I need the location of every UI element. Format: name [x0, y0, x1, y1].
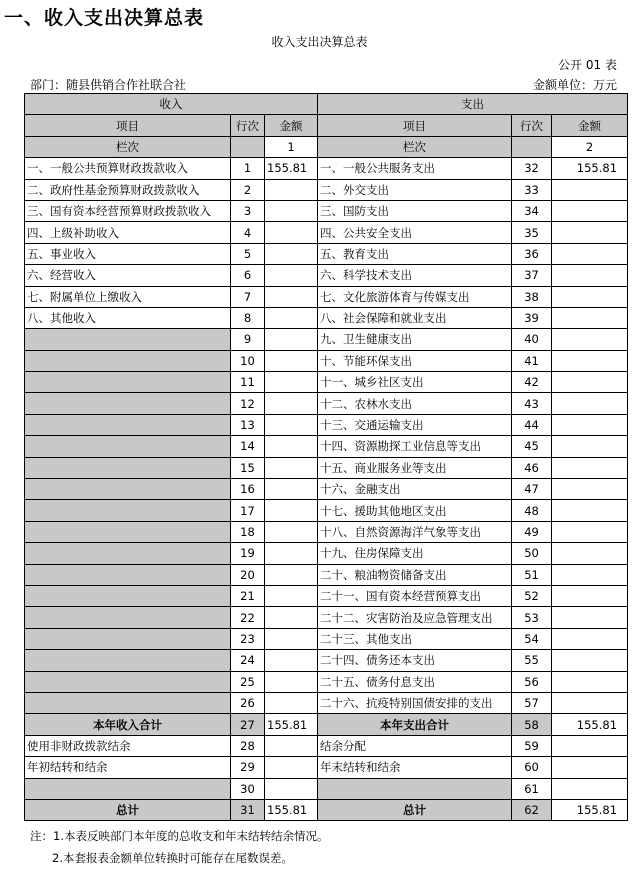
income-item [25, 778, 231, 799]
expense-item: 五、教育支出 [318, 243, 512, 264]
expense-amount [552, 243, 628, 264]
table-row [25, 243, 628, 264]
income-row-number: 8 [231, 307, 265, 328]
expense-row-number: 42 [512, 372, 552, 393]
expense-row-number: 34 [512, 200, 552, 221]
income-row-number: 12 [231, 393, 265, 414]
expense-row-number: 41 [512, 350, 552, 371]
income-row-number: 4 [231, 222, 265, 243]
income-item [25, 372, 231, 393]
expense-item: 十八、自然资源海洋气象等支出 [318, 521, 512, 542]
expense-amount [552, 692, 628, 713]
income-row-number: 2 [231, 179, 265, 200]
expense-row-number: 36 [512, 243, 552, 264]
expense-item: 十二、农林水支出 [318, 393, 512, 414]
department-label: 部门：随县供销合作社联合社 [30, 78, 187, 92]
income-item [25, 564, 231, 585]
income-item: 三、国有资本经营预算财政拨款收入 [25, 200, 231, 221]
income-amount [265, 179, 318, 200]
note-1: 注：1.本表反映部门本年度的总收支和年末结转结余情况。 [30, 829, 329, 843]
income-row-number: 6 [231, 265, 265, 286]
income-amount [265, 479, 318, 500]
income-total-amount: 155.81 [265, 799, 318, 820]
expense-row-number: 50 [512, 543, 552, 564]
table-row [25, 692, 628, 713]
income-row-number: 20 [231, 564, 265, 585]
expense-total-amount: 155.81 [552, 799, 628, 820]
expense-row-number: 60 [512, 757, 552, 778]
income-amount [265, 457, 318, 478]
expense-item: 十六、金融支出 [318, 479, 512, 500]
income-item [25, 500, 231, 521]
income-item [25, 393, 231, 414]
expense-item: 年末结转和结余 [318, 757, 512, 778]
expense-item: 一、一般公共服务支出 [318, 158, 512, 179]
income-item [25, 671, 231, 692]
expense-amount [552, 200, 628, 221]
column-number-row [25, 136, 628, 157]
income-row-number: 15 [231, 457, 265, 478]
expense-row-number: 59 [512, 735, 552, 756]
summary-table [24, 93, 628, 821]
expense-amount [552, 757, 628, 778]
income-amount [265, 564, 318, 585]
expense-amount [552, 286, 628, 307]
table-row [25, 521, 628, 542]
income-item [25, 479, 231, 500]
income-amount [265, 692, 318, 713]
expense-item: 结余分配 [318, 735, 512, 756]
expense-row-number: 51 [512, 564, 552, 585]
expense-amount [552, 479, 628, 500]
income-item: 年初结转和结余 [25, 757, 231, 778]
expense-row-number: 37 [512, 265, 552, 286]
table-row [25, 564, 628, 585]
income-amount: 155.81 [265, 158, 318, 179]
income-row-number: 7 [231, 286, 265, 307]
table-row [25, 671, 628, 692]
income-item [25, 350, 231, 371]
expense-amount [552, 350, 628, 371]
table-row [25, 158, 628, 179]
expense-row-number: 52 [512, 585, 552, 606]
expense-row-number: 54 [512, 628, 552, 649]
expense-amount [552, 307, 628, 328]
income-amount [265, 650, 318, 671]
expense-amount [552, 372, 628, 393]
income-amount [265, 671, 318, 692]
expense-item: 二、外交支出 [318, 179, 512, 200]
expense-colno-value: 2 [552, 136, 628, 157]
income-item: 二、政府性基金预算财政拨款收入 [25, 179, 231, 200]
table-row [25, 329, 628, 350]
expense-row-number: 49 [512, 521, 552, 542]
expense-item: 二十二、灾害防治及应急管理支出 [318, 607, 512, 628]
table-title: 收入支出决算总表 [271, 35, 368, 49]
income-row-number: 26 [231, 692, 265, 713]
income-total-label: 总计 [25, 799, 231, 820]
expense-amount [552, 329, 628, 350]
expense-amount [552, 222, 628, 243]
income-amount [265, 500, 318, 521]
expense-item: 三、国防支出 [318, 200, 512, 221]
expense-item: 八、社会保障和就业支出 [318, 307, 512, 328]
table-row [25, 650, 628, 671]
expense-amount [552, 650, 628, 671]
income-amount [265, 735, 318, 756]
table-row [25, 200, 628, 221]
subtotal-row [25, 714, 628, 735]
income-amount [265, 265, 318, 286]
income-amount-header: 金额 [265, 115, 318, 136]
income-row-number: 9 [231, 329, 265, 350]
grand-total-row [25, 799, 628, 820]
income-colno-label: 栏次 [25, 136, 231, 157]
income-item: 八、其他收入 [25, 307, 231, 328]
table-row [25, 286, 628, 307]
table-row [25, 500, 628, 521]
expense-row-number: 40 [512, 329, 552, 350]
income-amount [265, 607, 318, 628]
income-item: 六、经营收入 [25, 265, 231, 286]
table-row [25, 414, 628, 435]
expense-item: 十七、援助其他地区支出 [318, 500, 512, 521]
income-row-number: 10 [231, 350, 265, 371]
expense-row-number: 46 [512, 457, 552, 478]
income-item [25, 436, 231, 457]
income-row-number: 25 [231, 671, 265, 692]
income-item [25, 628, 231, 649]
income-row-number: 24 [231, 650, 265, 671]
income-header: 收入 [25, 94, 318, 115]
expense-colno-blank [512, 136, 552, 157]
income-amount [265, 436, 318, 457]
income-row-number: 30 [231, 778, 265, 799]
expense-colno-label: 栏次 [318, 136, 512, 157]
income-item [25, 650, 231, 671]
income-amount [265, 628, 318, 649]
expense-item: 二十一、国有资本经营预算支出 [318, 585, 512, 606]
column-header-row [25, 115, 628, 136]
income-total-amount: 155.81 [265, 714, 318, 735]
income-row-number: 18 [231, 521, 265, 542]
expense-total-row-number: 62 [512, 799, 552, 820]
note-2: 2.本套报表金额单位转换时可能存在尾数误差。 [52, 851, 293, 865]
expense-amount: 155.81 [552, 158, 628, 179]
income-item [25, 521, 231, 542]
expense-amount [552, 457, 628, 478]
income-item [25, 692, 231, 713]
expense-item: 四、公共安全支出 [318, 222, 512, 243]
expense-item: 十五、商业服务业等支出 [318, 457, 512, 478]
income-amount [265, 414, 318, 435]
income-item [25, 607, 231, 628]
income-amount [265, 543, 318, 564]
income-amount [265, 286, 318, 307]
income-row-number: 11 [231, 372, 265, 393]
income-item: 使用非财政拨款结余 [25, 735, 231, 756]
expense-row-number: 48 [512, 500, 552, 521]
table-row [25, 222, 628, 243]
expense-item: 七、文化旅游体育与传媒支出 [318, 286, 512, 307]
income-row-number: 13 [231, 414, 265, 435]
income-row-number: 21 [231, 585, 265, 606]
income-item-header: 项目 [25, 115, 231, 136]
expense-item: 十四、资源勘探工业信息等支出 [318, 436, 512, 457]
unit-label: 金额单位：万元 [532, 78, 617, 92]
income-amount [265, 585, 318, 606]
expense-item: 九、卫生健康支出 [318, 329, 512, 350]
expense-row-number: 55 [512, 650, 552, 671]
expense-row-number: 47 [512, 479, 552, 500]
table-row [25, 307, 628, 328]
table-row [25, 607, 628, 628]
income-amount [265, 329, 318, 350]
expense-total-label: 总计 [318, 799, 512, 820]
income-row-number: 28 [231, 735, 265, 756]
expense-row-number: 38 [512, 286, 552, 307]
income-row-number: 3 [231, 200, 265, 221]
table-row [25, 393, 628, 414]
balance-row [25, 778, 628, 799]
income-amount [265, 372, 318, 393]
expense-total-row-number: 58 [512, 714, 552, 735]
expense-amount [552, 628, 628, 649]
expense-row-number: 43 [512, 393, 552, 414]
expense-amount [552, 543, 628, 564]
income-amount [265, 393, 318, 414]
expense-row-number: 44 [512, 414, 552, 435]
income-item [25, 457, 231, 478]
expense-amount [552, 265, 628, 286]
income-item: 七、附属单位上缴收入 [25, 286, 231, 307]
table-row [25, 350, 628, 371]
income-item [25, 329, 231, 350]
expense-amount [552, 436, 628, 457]
expense-item: 二十五、债务付息支出 [318, 671, 512, 692]
expense-rowno-header: 行次 [512, 115, 552, 136]
table-row [25, 179, 628, 200]
income-amount [265, 307, 318, 328]
page-heading: 一、收入支出决算总表 [4, 7, 205, 29]
income-row-number: 22 [231, 607, 265, 628]
table-row [25, 265, 628, 286]
expense-amount [552, 585, 628, 606]
section-header-row [25, 94, 628, 115]
income-amount [265, 200, 318, 221]
table-row [25, 372, 628, 393]
expense-item: 十一、城乡社区支出 [318, 372, 512, 393]
expense-item: 十、节能环保支出 [318, 350, 512, 371]
expense-amount [552, 393, 628, 414]
income-row-number: 29 [231, 757, 265, 778]
expense-row-number: 45 [512, 436, 552, 457]
table-row [25, 457, 628, 478]
expense-amount [552, 671, 628, 692]
balance-row [25, 735, 628, 756]
table-row [25, 436, 628, 457]
income-row-number: 5 [231, 243, 265, 264]
table-row [25, 479, 628, 500]
income-row-number: 23 [231, 628, 265, 649]
income-item: 五、事业收入 [25, 243, 231, 264]
income-amount [265, 778, 318, 799]
expense-row-number: 32 [512, 158, 552, 179]
income-item: 四、上级补助收入 [25, 222, 231, 243]
income-row-number: 17 [231, 500, 265, 521]
expense-item: 十九、住房保障支出 [318, 543, 512, 564]
expense-total-amount: 155.81 [552, 714, 628, 735]
expense-row-number: 53 [512, 607, 552, 628]
expense-amount [552, 179, 628, 200]
expense-item: 二十四、债务还本支出 [318, 650, 512, 671]
expense-amount [552, 500, 628, 521]
income-item [25, 414, 231, 435]
income-amount [265, 243, 318, 264]
income-amount [265, 222, 318, 243]
income-item [25, 543, 231, 564]
income-colno-value: 1 [265, 136, 318, 157]
income-total-row-number: 27 [231, 714, 265, 735]
expense-item-header: 项目 [318, 115, 512, 136]
income-amount [265, 757, 318, 778]
income-total-row-number: 31 [231, 799, 265, 820]
income-row-number: 14 [231, 436, 265, 457]
expense-item [318, 778, 512, 799]
expense-row-number: 57 [512, 692, 552, 713]
income-row-number: 19 [231, 543, 265, 564]
income-total-label: 本年收入合计 [25, 714, 231, 735]
income-row-number: 1 [231, 158, 265, 179]
expense-item: 十三、交通运输支出 [318, 414, 512, 435]
income-amount [265, 521, 318, 542]
expense-item: 二十三、其他支出 [318, 628, 512, 649]
expense-item: 二十、粮油物资储备支出 [318, 564, 512, 585]
table-row [25, 628, 628, 649]
expense-total-label: 本年支出合计 [318, 714, 512, 735]
income-row-number: 16 [231, 479, 265, 500]
expense-row-number: 39 [512, 307, 552, 328]
expense-amount-header: 金额 [552, 115, 628, 136]
income-item [25, 585, 231, 606]
expense-amount [552, 735, 628, 756]
table-row [25, 543, 628, 564]
income-rowno-header: 行次 [231, 115, 265, 136]
expense-row-number: 61 [512, 778, 552, 799]
balance-row [25, 757, 628, 778]
income-item: 一、一般公共预算财政拨款收入 [25, 158, 231, 179]
expense-header: 支出 [318, 94, 628, 115]
income-colno-blank [231, 136, 265, 157]
expense-amount [552, 564, 628, 585]
expense-row-number: 56 [512, 671, 552, 692]
expense-amount [552, 778, 628, 799]
expense-amount [552, 521, 628, 542]
expense-amount [552, 414, 628, 435]
expense-row-number: 33 [512, 179, 552, 200]
table-number: 公开 01 表 [558, 58, 617, 72]
expense-item: 二十六、抗疫特别国债安排的支出 [318, 692, 512, 713]
notes [30, 825, 328, 869]
income-amount [265, 350, 318, 371]
table-row [25, 585, 628, 606]
expense-item: 六、科学技术支出 [318, 265, 512, 286]
expense-row-number: 35 [512, 222, 552, 243]
expense-amount [552, 607, 628, 628]
